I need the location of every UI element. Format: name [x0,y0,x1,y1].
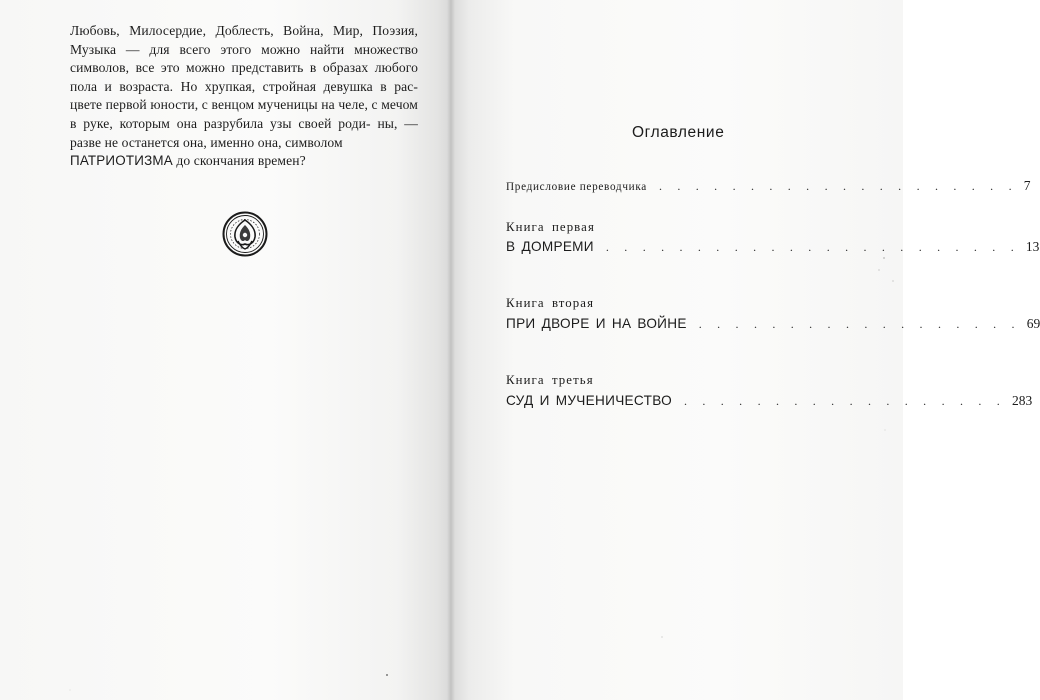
book-gutter [447,0,455,700]
toc-entry-title: СУД И МУЧЕНИЧЕСТВО [506,393,672,408]
toc-page-number: 283 [1011,393,1033,408]
toc-leader-dots: . . . . . . . . . . . . . . . . . . [683,394,1006,408]
toc-entry-book-1[interactable] [506,239,1040,255]
toc-title: Оглавление [632,124,725,141]
epigraph-line: мечом в руке, которым она разрубила узы своей роди- [70,97,418,131]
epigraph-line: Любовь, Милосердие, Доблесть, Война, Мир, Поэзия, [70,23,418,38]
toc-entry-book-2[interactable] [506,316,1040,332]
toc-page-number: 7 [1023,178,1032,193]
toc-leader-dots: . . . . . . . . . . . . . . . . . . . . . . . [605,240,1020,254]
toc-entry-label: Предисловие переводчика [506,181,647,193]
epigraph-line: до скончания времен? [172,153,306,169]
toc-book-label: Книга первая [506,220,595,234]
toc-book-label: Книга вторая [506,296,595,310]
epigraph-line: цвете первой юности, с венцом мученицы на челе, с [70,97,378,113]
toc-leader-dots: . . . . . . . . . . . . . . . . . . . . [658,179,1018,193]
epigraph-line: пола и возраста. Но хрупкая, стройная девушка в рас- [70,78,418,94]
epigraph-line: ны, — разве не останется она, именно она, символом [70,115,418,150]
epigraph-line: символов, все это можно представить в образах любого [70,60,418,76]
toc-page-number: 69 [1026,316,1040,331]
toc-page-number: 13 [1025,239,1040,254]
toc-entry-title: ПРИ ДВОРЕ И НА ВОЙНЕ [506,316,687,331]
epigraph-paragraph [70,22,418,171]
toc-entry-preface[interactable] [506,178,1032,194]
toc-entry-title: В ДОМРЕМИ [506,239,594,254]
left-page [0,0,451,700]
toc-book-label: Книга третья [506,373,594,387]
toc-entry-book-3[interactable] [506,393,1033,409]
toc-leader-dots: . . . . . . . . . . . . . . . . . . [698,317,1021,331]
epigraph-emphasis: ПАТРИОТИЗМА [70,153,173,169]
right-page [451,0,903,700]
epigraph-line: Музыка — для всего этого можно найти множество [70,41,418,57]
ornamental-emblem-icon [222,211,268,257]
